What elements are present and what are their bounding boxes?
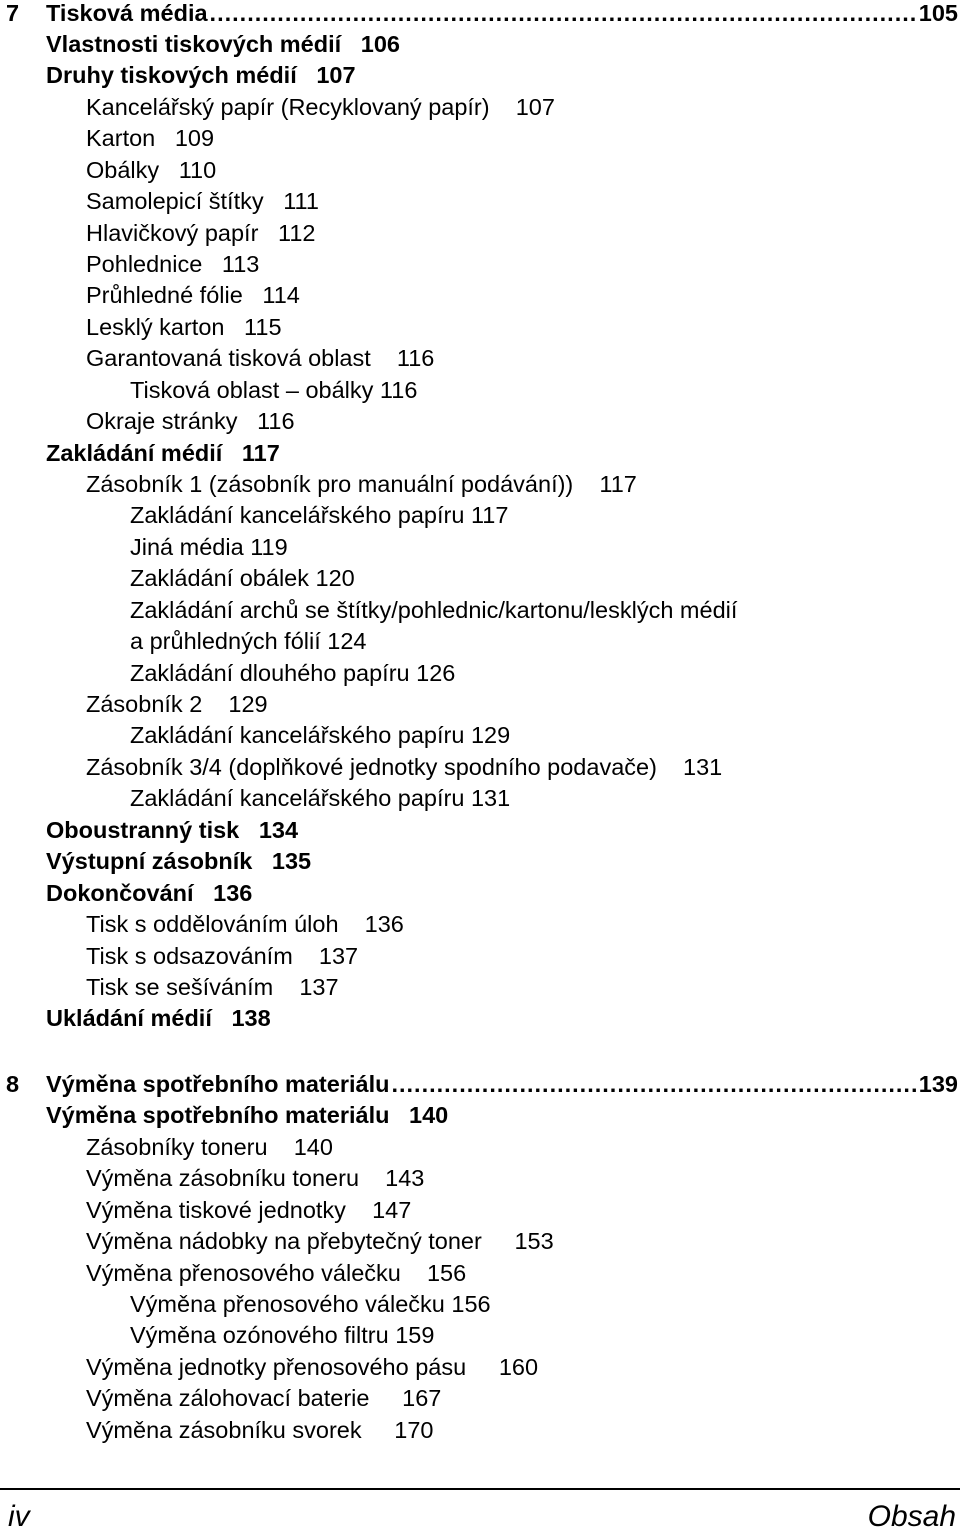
toc-entry[interactable]	[86, 345, 434, 376]
toc-entry[interactable]	[130, 722, 510, 753]
toc-entry-page: 113	[221, 251, 260, 277]
toc-entry[interactable]	[86, 471, 637, 502]
toc-entry-page: 138	[231, 1005, 271, 1031]
toc-entry-title: Tisk s odsazováním	[86, 943, 293, 969]
toc-entry-page: 129	[470, 722, 511, 748]
toc-entry[interactable]	[46, 848, 311, 879]
toc-entry[interactable]	[86, 1228, 554, 1259]
toc-entry-page: 112	[278, 220, 316, 246]
toc-entry-page: 137	[299, 974, 339, 1000]
toc-entry-title: a průhledných fólií	[130, 628, 321, 654]
toc-entry[interactable]	[86, 157, 216, 188]
toc-entry-title: Zakládání obálek	[130, 565, 309, 591]
chapter-page: 105	[918, 0, 958, 26]
toc-entry-title: Kancelářský papír (Recyklovaný papír)	[86, 94, 490, 120]
footer-section-name: Obsah	[867, 1500, 956, 1533]
toc-entry-title: Výměna nádobky na přebytečný toner	[86, 1228, 482, 1254]
toc-entry-page: 109	[174, 125, 215, 151]
dot-leader	[391, 1071, 916, 1097]
toc-entry[interactable]	[86, 282, 300, 313]
toc-entry-title: Zakládání médií	[46, 440, 223, 466]
toc-entry-title: Obálky	[86, 157, 160, 183]
toc-entry[interactable]	[86, 1134, 333, 1165]
toc-entry-page: 140	[293, 1134, 333, 1160]
toc-entry[interactable]	[46, 880, 252, 911]
toc-entry-title: Tisk s oddělováním úloh	[86, 911, 339, 937]
toc-entry[interactable]	[86, 911, 404, 942]
toc-entry-title: Výměna spotřebního materiálu	[46, 1102, 390, 1128]
toc-entry-title: Výměna zálohovací baterie	[86, 1385, 370, 1411]
toc-entry-page: 147	[372, 1197, 412, 1223]
toc-entry-page: 131	[683, 754, 723, 780]
toc-entry-title: Výměna tiskové jednotky	[86, 1197, 346, 1223]
toc-entry-title: Výstupní zásobník	[46, 848, 253, 874]
toc-entry-title: Výměna jednotky přenosového pásu	[86, 1354, 467, 1380]
toc-entry-page: 115	[244, 314, 282, 340]
toc-entry[interactable]	[46, 62, 356, 93]
toc-entry-title: Tisková oblast – obálky	[130, 377, 374, 403]
toc-entry[interactable]	[86, 691, 268, 722]
toc-entry-page: 124	[327, 628, 367, 654]
dot-leader	[210, 0, 917, 26]
toc-entry[interactable]	[130, 534, 288, 565]
toc-entry-title: Zakládání archů se štítky/pohlednic/kartonu/lesklých médií	[130, 597, 738, 623]
toc-entry-page: 117	[599, 471, 637, 497]
toc-entry-title: Hlavičkový papír	[86, 220, 259, 246]
toc-entry[interactable]	[86, 1354, 538, 1385]
toc-entry-page: 120	[315, 565, 355, 591]
toc-entry[interactable]	[86, 754, 722, 785]
toc-entry-page: 159	[395, 1322, 435, 1348]
toc-entry[interactable]	[130, 785, 510, 816]
toc-entry[interactable]	[46, 31, 400, 62]
toc-entry-title: Zásobník 1 (zásobník pro manuální podávání))	[86, 471, 574, 497]
toc-entry-page: 111	[283, 188, 319, 214]
toc-entry[interactable]	[86, 1417, 433, 1448]
toc-entry-page: 156	[426, 1260, 467, 1286]
toc-entry-page: 156	[451, 1291, 491, 1317]
chapter-title: Tisková média	[46, 0, 208, 26]
toc-entry-page: 116	[257, 408, 295, 434]
toc-entry-page: 106	[360, 31, 400, 57]
chapter-title: Výměna spotřebního materiálu	[46, 1071, 390, 1097]
toc-entry-title: Lesklý karton	[86, 314, 225, 340]
toc-entry[interactable]	[86, 188, 319, 219]
toc-entry[interactable]	[46, 817, 298, 848]
toc-entry-page: 107	[515, 94, 555, 120]
toc-entry[interactable]	[86, 1197, 411, 1228]
toc-entry-title: Zakládání kancelářského papíru	[130, 785, 465, 811]
toc-entry-page: 140	[409, 1102, 449, 1128]
toc-entry-page: 170	[394, 1417, 434, 1443]
toc-entry[interactable]	[130, 597, 737, 628]
toc-entry[interactable]	[130, 502, 508, 533]
toc-entry-title: Zásobníky toneru	[86, 1134, 268, 1160]
toc-entry[interactable]	[86, 943, 358, 974]
toc-entry-page: 129	[228, 691, 268, 717]
toc-entry-title: Výměna zásobníku toneru	[86, 1165, 360, 1191]
toc-entry-title: Pohlednice	[86, 251, 203, 277]
toc-entry[interactable]	[130, 377, 417, 408]
toc-entry-page: 153	[514, 1228, 554, 1254]
toc-entry[interactable]	[130, 628, 366, 659]
toc-entry[interactable]	[130, 565, 355, 596]
toc-entry-title: Garantovaná tisková oblast	[86, 345, 371, 371]
toc-entry-page: 136	[213, 880, 253, 906]
toc-entry-page: 143	[385, 1165, 425, 1191]
toc-entry-title: Zakládání kancelářského papíru	[130, 722, 465, 748]
toc-chapter[interactable]	[0, 0, 960, 31]
toc-entry-page: 136	[364, 911, 404, 937]
toc-entry-title: Výměna zásobníku svorek	[86, 1417, 362, 1443]
toc-entry-title: Tisk se sešíváním	[86, 974, 274, 1000]
toc-entry-page: 131	[470, 785, 511, 811]
chapter-page: 139	[918, 1071, 958, 1097]
toc-entry-title: Jiná média	[130, 534, 244, 560]
chapter-number: 8	[6, 1071, 20, 1097]
toc-entry[interactable]	[86, 1165, 424, 1196]
toc-entry[interactable]	[46, 1102, 448, 1133]
toc-entry[interactable]	[86, 220, 315, 251]
toc-entry-title: Zásobník 3/4 (doplňkové jednotky spodního podavače)	[86, 754, 657, 780]
toc-entry-page: 126	[416, 660, 456, 686]
toc-entry[interactable]	[130, 1291, 491, 1322]
toc-entry-title: Zakládání dlouhého papíru	[130, 660, 410, 686]
toc-entry[interactable]	[86, 974, 339, 1005]
toc-entry-title: Dokončování	[46, 880, 194, 906]
toc-entry-page: 135	[271, 848, 312, 874]
toc-entry-title: Karton	[86, 125, 156, 151]
toc-entry[interactable]	[86, 251, 259, 282]
toc-entry-title: Výměna ozónového filtru	[130, 1322, 389, 1348]
toc-entry-page: 134	[258, 817, 299, 843]
toc-chapter[interactable]	[0, 1071, 960, 1102]
toc-entry-page: 116	[396, 345, 435, 371]
toc-entry-page: 119	[250, 534, 288, 560]
toc-entry-page: 137	[318, 943, 359, 969]
toc-entry[interactable]	[86, 1385, 441, 1416]
toc-entry[interactable]	[46, 1005, 271, 1036]
toc-entry[interactable]	[130, 660, 455, 691]
toc-entry-title: Výměna přenosového válečku	[86, 1260, 401, 1286]
toc-entry[interactable]	[86, 125, 214, 156]
toc-entry-title: Druhy tiskových médií	[46, 62, 297, 88]
toc-entry-title: Vlastnosti tiskových médií	[46, 31, 342, 57]
toc-entry-title: Zakládání kancelářského papíru	[130, 502, 465, 528]
toc-entry[interactable]	[86, 1260, 466, 1291]
chapter-number: 7	[6, 0, 20, 26]
toc-entry-title: Průhledné fólie	[86, 282, 243, 308]
toc-entry-page: 117	[470, 502, 509, 528]
toc-entry-page: 114	[262, 282, 300, 308]
toc-entry-title: Oboustranný tisk	[46, 817, 240, 843]
toc-entry-page: 110	[178, 157, 217, 183]
toc-entry-page: 160	[498, 1354, 539, 1380]
toc-entry[interactable]	[130, 1322, 434, 1353]
toc-entry-page: 116	[379, 377, 418, 403]
toc-entry-title: Okraje stránky	[86, 408, 238, 434]
toc-entry-title: Samolepicí štítky	[86, 188, 264, 214]
toc-entry-page: 117	[241, 440, 280, 466]
footer-page-number: iv	[8, 1500, 30, 1533]
toc-entry[interactable]	[46, 440, 280, 471]
toc-entry-title: Výměna přenosového válečku	[130, 1291, 445, 1317]
toc-entry-page: 167	[402, 1385, 442, 1411]
toc-entry[interactable]	[86, 314, 282, 345]
toc-entry-title: Ukládání médií	[46, 1005, 212, 1031]
toc-entry[interactable]	[86, 94, 555, 125]
toc-entry-title: Zásobník 2	[86, 691, 203, 717]
toc-entry-page: 107	[316, 62, 356, 88]
footer-rule	[0, 1488, 960, 1490]
toc-entry[interactable]	[86, 408, 295, 439]
